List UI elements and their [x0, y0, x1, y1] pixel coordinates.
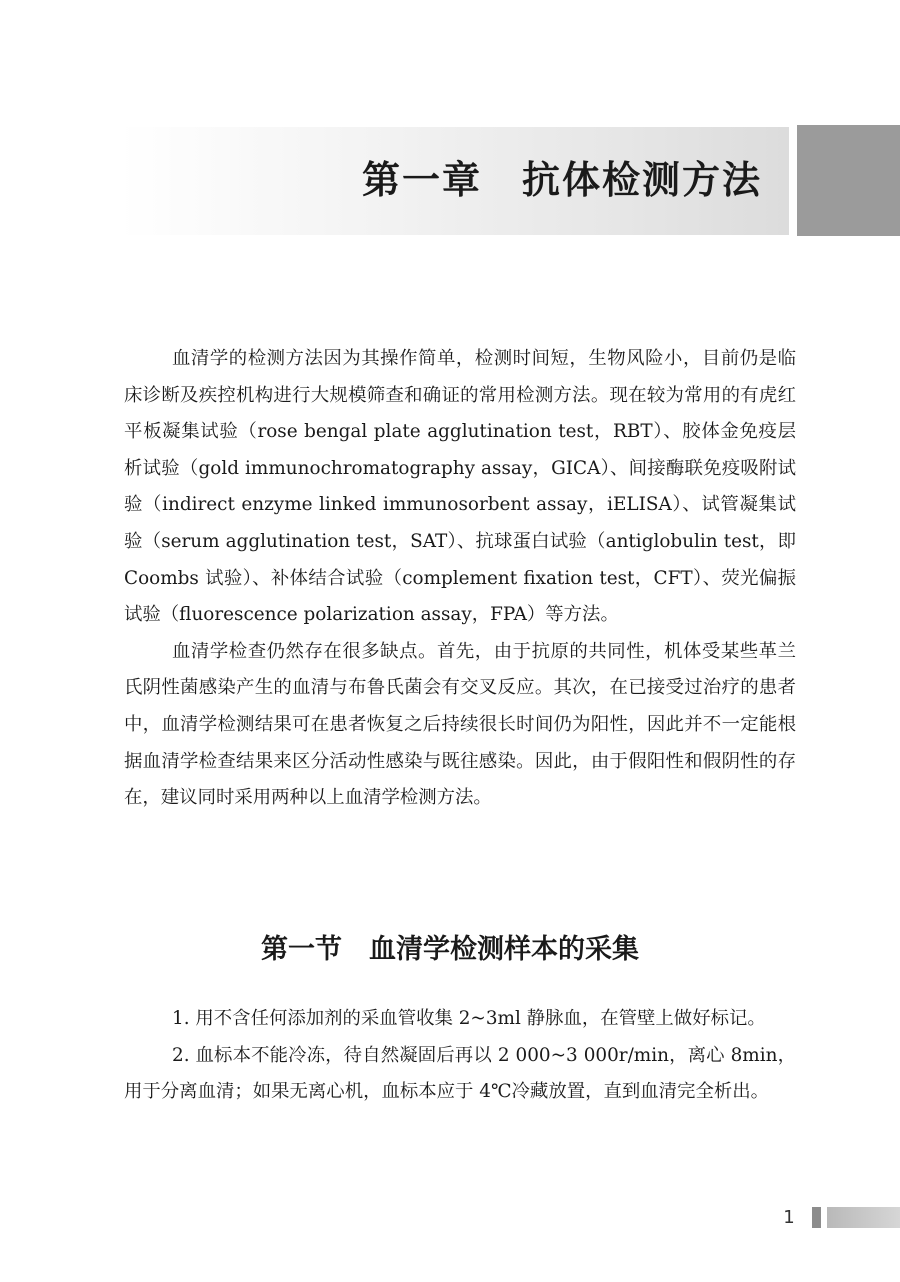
step-item: 1. 用不含任何添加剂的采血管收集 2~3ml 静脉血，在管壁上做好标记。 [172, 1008, 766, 1029]
chapter-title: 第一章 抗体检测方法 [361, 158, 762, 202]
paragraph-limitations: 血清学检查仍然存在很多缺点。首先，由于抗原的共同性，机体受某些革兰氏阴性菌感染产生的血清与布鲁氏菌会有交叉反应。其次，在已接受过治疗的患者中，血清学检测结果可在患者恢复之后持续很长时间仍为阳性，因此并不一定能根据血清学检查结果来区分活动性感染与既往感染。因此，由于假阳性和假阴性的存在，建议同时采用两种以上血清学检测方法。 [124, 640, 796, 809]
chapter-tab-decoration [797, 125, 900, 236]
footer-bar [827, 1207, 900, 1228]
sample-collection-steps [124, 1001, 796, 1111]
page-number: 1 [783, 1207, 795, 1228]
footer-marker [812, 1207, 821, 1228]
paragraph-methods: 血清学的检测方法因为其操作简单，检测时间短，生物风险小，目前仍是临床诊断及疾控机构进行大规模筛查和确证的常用检测方法。现在较为常用的有虎红平板凝集试验（rose bengal plate agglutination test，RBT）、胶体金免疫层析试验（gold immunochromatography assay，GICA）、间接酶联免疫吸附试验（indirect enzyme linked immunosorbent assay，iELISA）、试管凝集试验（serum agglutination test，SAT）、抗球蛋白试验（antiglobulin test，即 Coombs 试验）、补体结合试验（complement fixation test，CFT）、荧光偏振试验（fluorescence polarization assay，FPA）等方法。 [124, 348, 796, 626]
section-title: 第一节 血清学检测样本的采集 [261, 934, 639, 965]
step-item: 2. 血标本不能冷冻，待自然凝固后再以 2 000~3 000r/min，离心 8min，用于分离血清；如果无离心机，血标本应于 4℃冷藏放置，直到血清完全析出。 [124, 1044, 796, 1103]
intro-text [124, 341, 796, 817]
